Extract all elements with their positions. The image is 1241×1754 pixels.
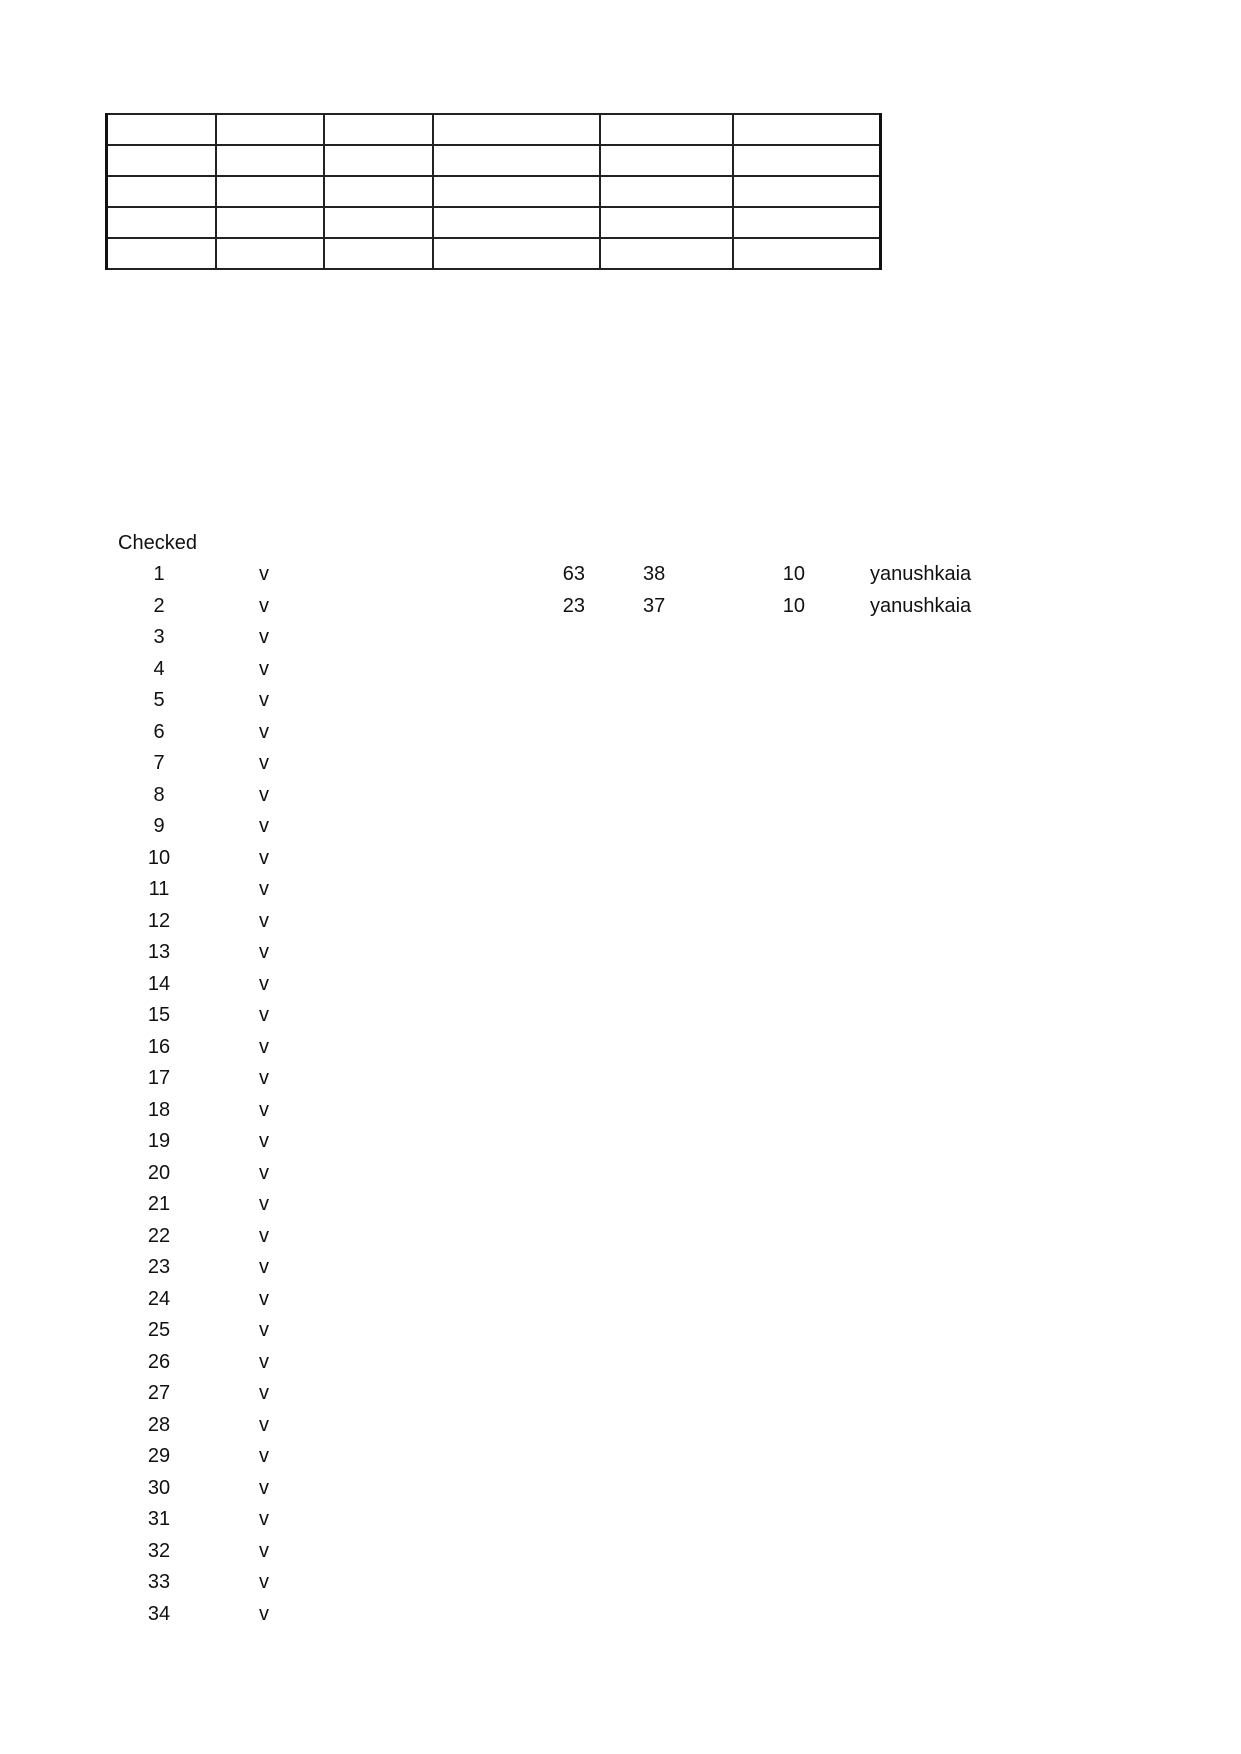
table-cell <box>324 176 433 207</box>
check-mark: v <box>259 1130 269 1152</box>
table-cell <box>216 145 324 176</box>
table-cell <box>733 114 881 145</box>
row-number: 16 <box>147 1035 171 1058</box>
row-number: 13 <box>147 941 171 963</box>
table-cell <box>216 238 324 269</box>
value-b: 37 <box>643 594 666 617</box>
check-mark: v <box>259 972 269 995</box>
check-mark: v <box>259 1224 269 1247</box>
row-number: 2 <box>153 594 165 617</box>
empty-bordered-table <box>105 113 882 270</box>
table-cell <box>600 176 733 207</box>
check-mark: v <box>259 1445 269 1467</box>
table-cell <box>733 176 881 207</box>
row-number: 3 <box>153 626 165 648</box>
table-row <box>107 176 881 207</box>
table-cell <box>433 114 600 145</box>
row-number: 10 <box>147 846 171 869</box>
row-number: 8 <box>153 783 165 806</box>
table-cell <box>733 238 881 269</box>
checked-header: Checked <box>118 532 197 554</box>
table-cell <box>433 207 600 238</box>
table-row <box>107 145 881 176</box>
table-cell <box>733 145 881 176</box>
table-cell <box>107 207 217 238</box>
check-mark: v <box>259 1004 269 1026</box>
table-cell <box>600 207 733 238</box>
row-number: 30 <box>147 1476 171 1499</box>
value-c: 10 <box>782 594 805 617</box>
check-mark: v <box>259 1476 269 1499</box>
row-number: 33 <box>147 1571 171 1593</box>
row-number: 32 <box>147 1539 171 1562</box>
check-mark: v <box>259 1602 269 1625</box>
row-number: 19 <box>147 1130 171 1152</box>
check-mark: v <box>259 1413 269 1436</box>
value-b: 38 <box>643 563 666 585</box>
row-number: 4 <box>153 657 165 680</box>
table-cell <box>733 207 881 238</box>
table-cell <box>216 207 324 238</box>
row-number: 31 <box>147 1508 171 1530</box>
check-mark: v <box>259 563 269 585</box>
check-mark: v <box>259 909 269 932</box>
table-cell <box>324 145 433 176</box>
table-cell <box>324 207 433 238</box>
check-mark: v <box>259 1382 269 1404</box>
check-mark: v <box>259 657 269 680</box>
row-number: 26 <box>147 1350 171 1373</box>
row-number: 22 <box>147 1224 171 1247</box>
row-number: 5 <box>153 689 165 711</box>
row-number: 17 <box>147 1067 171 1089</box>
row-number: 27 <box>147 1382 171 1404</box>
user-name: yanushkaia <box>870 563 972 585</box>
check-mark: v <box>259 594 269 617</box>
table-cell <box>324 114 433 145</box>
check-mark: v <box>259 1539 269 1562</box>
table-cell <box>107 114 217 145</box>
check-mark: v <box>259 878 269 900</box>
check-mark: v <box>259 1098 269 1121</box>
row-number: 18 <box>147 1098 171 1121</box>
table-cell <box>433 176 600 207</box>
table-cell <box>433 145 600 176</box>
check-mark: v <box>259 815 269 837</box>
row-number: 9 <box>153 815 165 837</box>
check-mark: v <box>259 1508 269 1530</box>
check-mark: v <box>259 626 269 648</box>
row-number: 12 <box>147 909 171 932</box>
table-cell <box>107 238 217 269</box>
check-mark: v <box>259 941 269 963</box>
value-a: 63 <box>562 563 585 585</box>
row-number: 14 <box>147 972 171 995</box>
check-mark: v <box>259 752 269 774</box>
table-cell <box>600 238 733 269</box>
check-mark: v <box>259 720 269 743</box>
table-cell <box>216 114 324 145</box>
row-number: 1 <box>153 563 165 585</box>
table-row <box>107 114 881 145</box>
table-row <box>107 207 881 238</box>
row-number: 25 <box>147 1319 171 1341</box>
check-mark: v <box>259 1193 269 1215</box>
check-mark: v <box>259 1319 269 1341</box>
check-mark: v <box>259 1035 269 1058</box>
check-mark: v <box>259 689 269 711</box>
table-cell <box>324 238 433 269</box>
check-mark: v <box>259 783 269 806</box>
check-mark: v <box>259 1287 269 1310</box>
row-number: 23 <box>147 1256 171 1278</box>
check-mark: v <box>259 846 269 869</box>
row-number: 20 <box>147 1161 171 1184</box>
table-cell <box>107 145 217 176</box>
value-a: 23 <box>562 594 585 617</box>
check-mark: v <box>259 1571 269 1593</box>
user-name: yanushkaia <box>870 594 972 617</box>
table-cell <box>433 238 600 269</box>
check-mark: v <box>259 1067 269 1089</box>
row-number: 6 <box>153 720 165 743</box>
row-number: 21 <box>147 1193 171 1215</box>
row-number: 15 <box>147 1004 171 1026</box>
row-number: 24 <box>147 1287 171 1310</box>
table-row <box>107 238 881 269</box>
row-number: 29 <box>147 1445 171 1467</box>
table-cell <box>600 145 733 176</box>
value-c: 10 <box>782 563 805 585</box>
check-mark: v <box>259 1161 269 1184</box>
table-cell <box>107 176 217 207</box>
row-number: 34 <box>147 1602 171 1625</box>
check-mark: v <box>259 1256 269 1278</box>
table-cell <box>600 114 733 145</box>
table-cell <box>216 176 324 207</box>
row-number: 11 <box>148 878 170 900</box>
row-number: 28 <box>147 1413 171 1436</box>
row-number: 7 <box>153 752 165 774</box>
check-mark: v <box>259 1350 269 1373</box>
